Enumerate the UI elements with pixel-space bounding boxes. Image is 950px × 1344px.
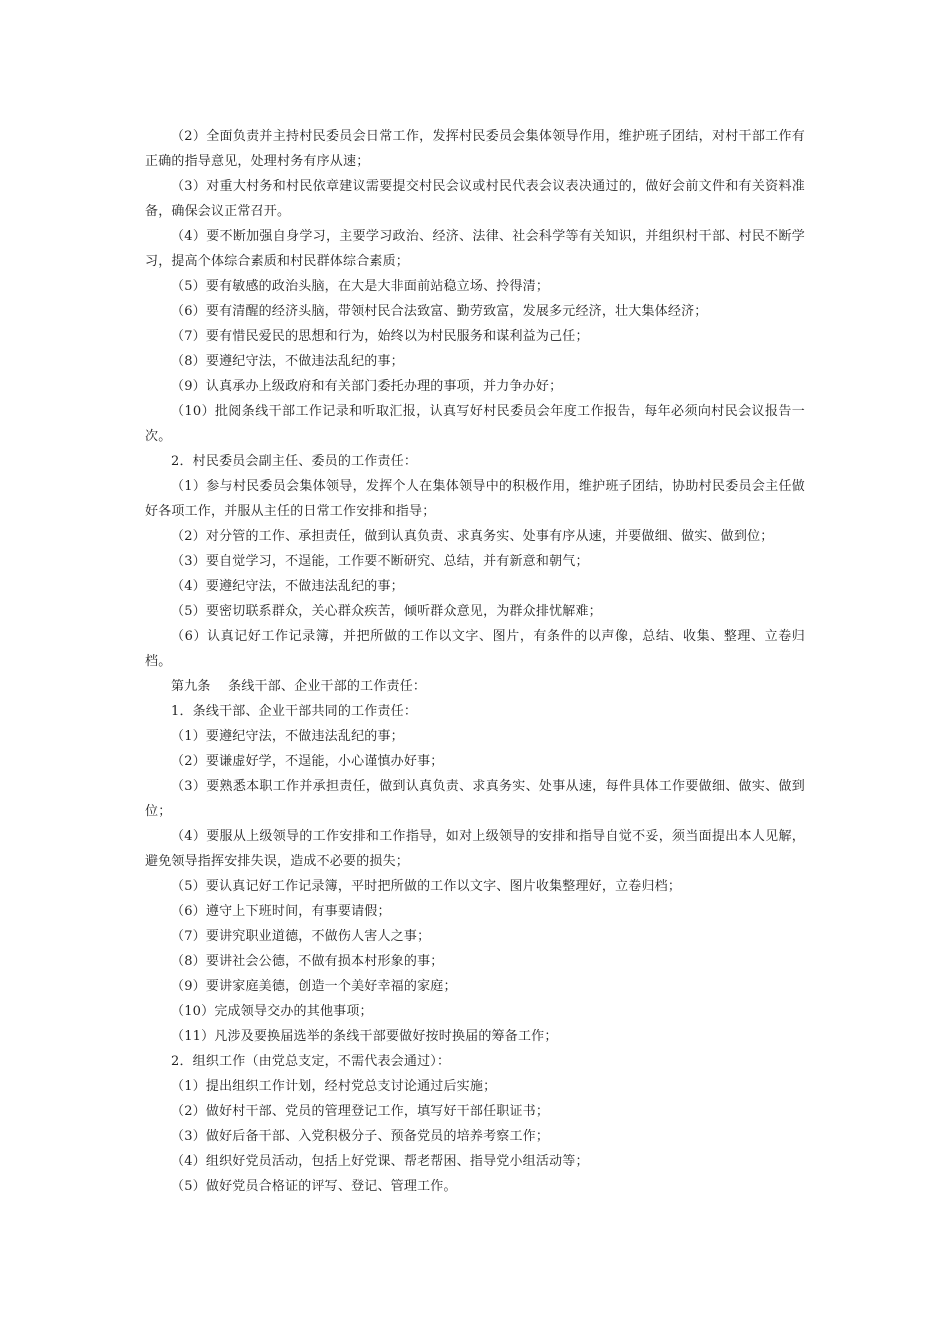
paragraph: （4）组织好党员活动，包括上好党课、帮老帮困、指导党小组活动等； — [171, 1154, 589, 1169]
paragraph: （6）要有清醒的经济头脑，带领村民合法致富、勤劳致富，发展多元经济，壮大集体经济； — [171, 304, 708, 319]
paragraph: （2）全面负责并主持村民委员会日常工作，发挥村民委员会集体领导作用，维护班子团结，对村干部工作有正确的指导意见，处理村务有序从速； — [145, 129, 805, 169]
paragraph: （9）要讲家庭美德，创造一个美好幸福的家庭； — [171, 979, 457, 994]
paragraph: （1）参与村民委员会集体领导，发挥个人在集体领导中的积极作用，维护班子团结，协助村民委员会主任做好各项工作，并服从主任的日常工作安排和指导； — [145, 479, 805, 519]
paragraph: （5）要认真记好工作记录簿，平时把所做的工作以文字、图片收集整理好，立卷归档； — [171, 879, 682, 894]
paragraph: （3）要熟悉本职工作并承担责任，做到认真负责、求真务实、处事从速，每件具体工作要做细、做实、做到位； — [145, 779, 805, 819]
paragraph: （6）遵守上下班时间，有事要请假； — [171, 904, 391, 919]
paragraph: （1）要遵纪守法，不做违法乱纪的事； — [171, 729, 404, 744]
section-heading: 1．条线干部、企业干部共同的工作责任： — [171, 704, 418, 719]
paragraph: （7）要有惜民爱民的思想和行为，始终以为村民服务和谋利益为己任； — [171, 329, 589, 344]
paragraph: （3）要自觉学习，不逞能，工作要不断研究、总结，并有新意和朝气； — [171, 554, 589, 569]
section-heading: 2．组织工作（由党总支定，不需代表会通过）： — [171, 1054, 451, 1069]
paragraph: （4）要遵纪守法，不做违法乱纪的事； — [171, 579, 404, 594]
paragraph: （10）批阅条线干部工作记录和听取汇报，认真写好村民委员会年度工作报告，每年必须向村民会议报告一次。 — [145, 404, 805, 444]
paragraph: （6）认真记好工作记录簿，并把所做的工作以文字、图片，有条件的以声像，总结、收集、整理、立卷归档。 — [145, 629, 805, 669]
paragraph: （4）要服从上级领导的工作安排和工作指导，如对上级领导的安排和指导自觉不妥，须当面提出本人见解，避免领导指挥安排失误，造成不必要的损失； — [145, 829, 805, 869]
paragraph: （11）凡涉及要换届选举的条线干部要做好按时换届的筹备工作； — [171, 1029, 558, 1044]
paragraph: （5）要有敏感的政治头脑，在大是大非面前站稳立场、拎得清； — [171, 279, 550, 294]
document-body — [145, 124, 805, 1199]
paragraph: （1）提出组织工作计划，经村党总支讨论通过后实施； — [171, 1079, 497, 1094]
paragraph: （5）做好党员合格证的评写、登记、管理工作。 — [171, 1179, 457, 1194]
paragraph: （3）对重大村务和村民依章建议需要提交村民会议或村民代表会议表决通过的，做好会前文件和有关资料准备，确保会议正常召开。 — [145, 179, 805, 219]
paragraph: （4）要不断加强自身学习，主要学习政治、经济、法律、社会科学等有关知识，并组织村干部、村民不断学习，提高个体综合素质和村民群体综合素质； — [145, 229, 805, 269]
paragraph: （10）完成领导交办的其他事项； — [171, 1004, 373, 1019]
paragraph: （9）认真承办上级政府和有关部门委托办理的事项，并力争办好； — [171, 379, 563, 394]
article-heading: 第九条 条线干部、企业干部的工作责任： — [171, 679, 427, 694]
paragraph: （3）做好后备干部、入党积极分子、预备党员的培养考察工作； — [171, 1129, 550, 1144]
paragraph: （5）要密切联系群众，关心群众疾苦，倾听群众意见，为群众排忧解难； — [171, 604, 602, 619]
paragraph: （8）要遵纪守法，不做违法乱纪的事； — [171, 354, 404, 369]
paragraph: （2）对分管的工作、承担责任，做到认真负责、求真务实、处事有序从速，并要做细、做实、做到位； — [171, 529, 774, 544]
paragraph: （2）要谦虚好学，不逞能，小心谨慎办好事； — [171, 754, 444, 769]
section-heading: 2．村民委员会副主任、委员的工作责任： — [171, 454, 418, 469]
paragraph: （2）做好村干部、党员的管理登记工作，填写好干部任职证书； — [171, 1104, 550, 1119]
paragraph: （8）要讲社会公德，不做有损本村形象的事； — [171, 954, 444, 969]
paragraph: （7）要讲究职业道德，不做伤人害人之事； — [171, 929, 431, 944]
